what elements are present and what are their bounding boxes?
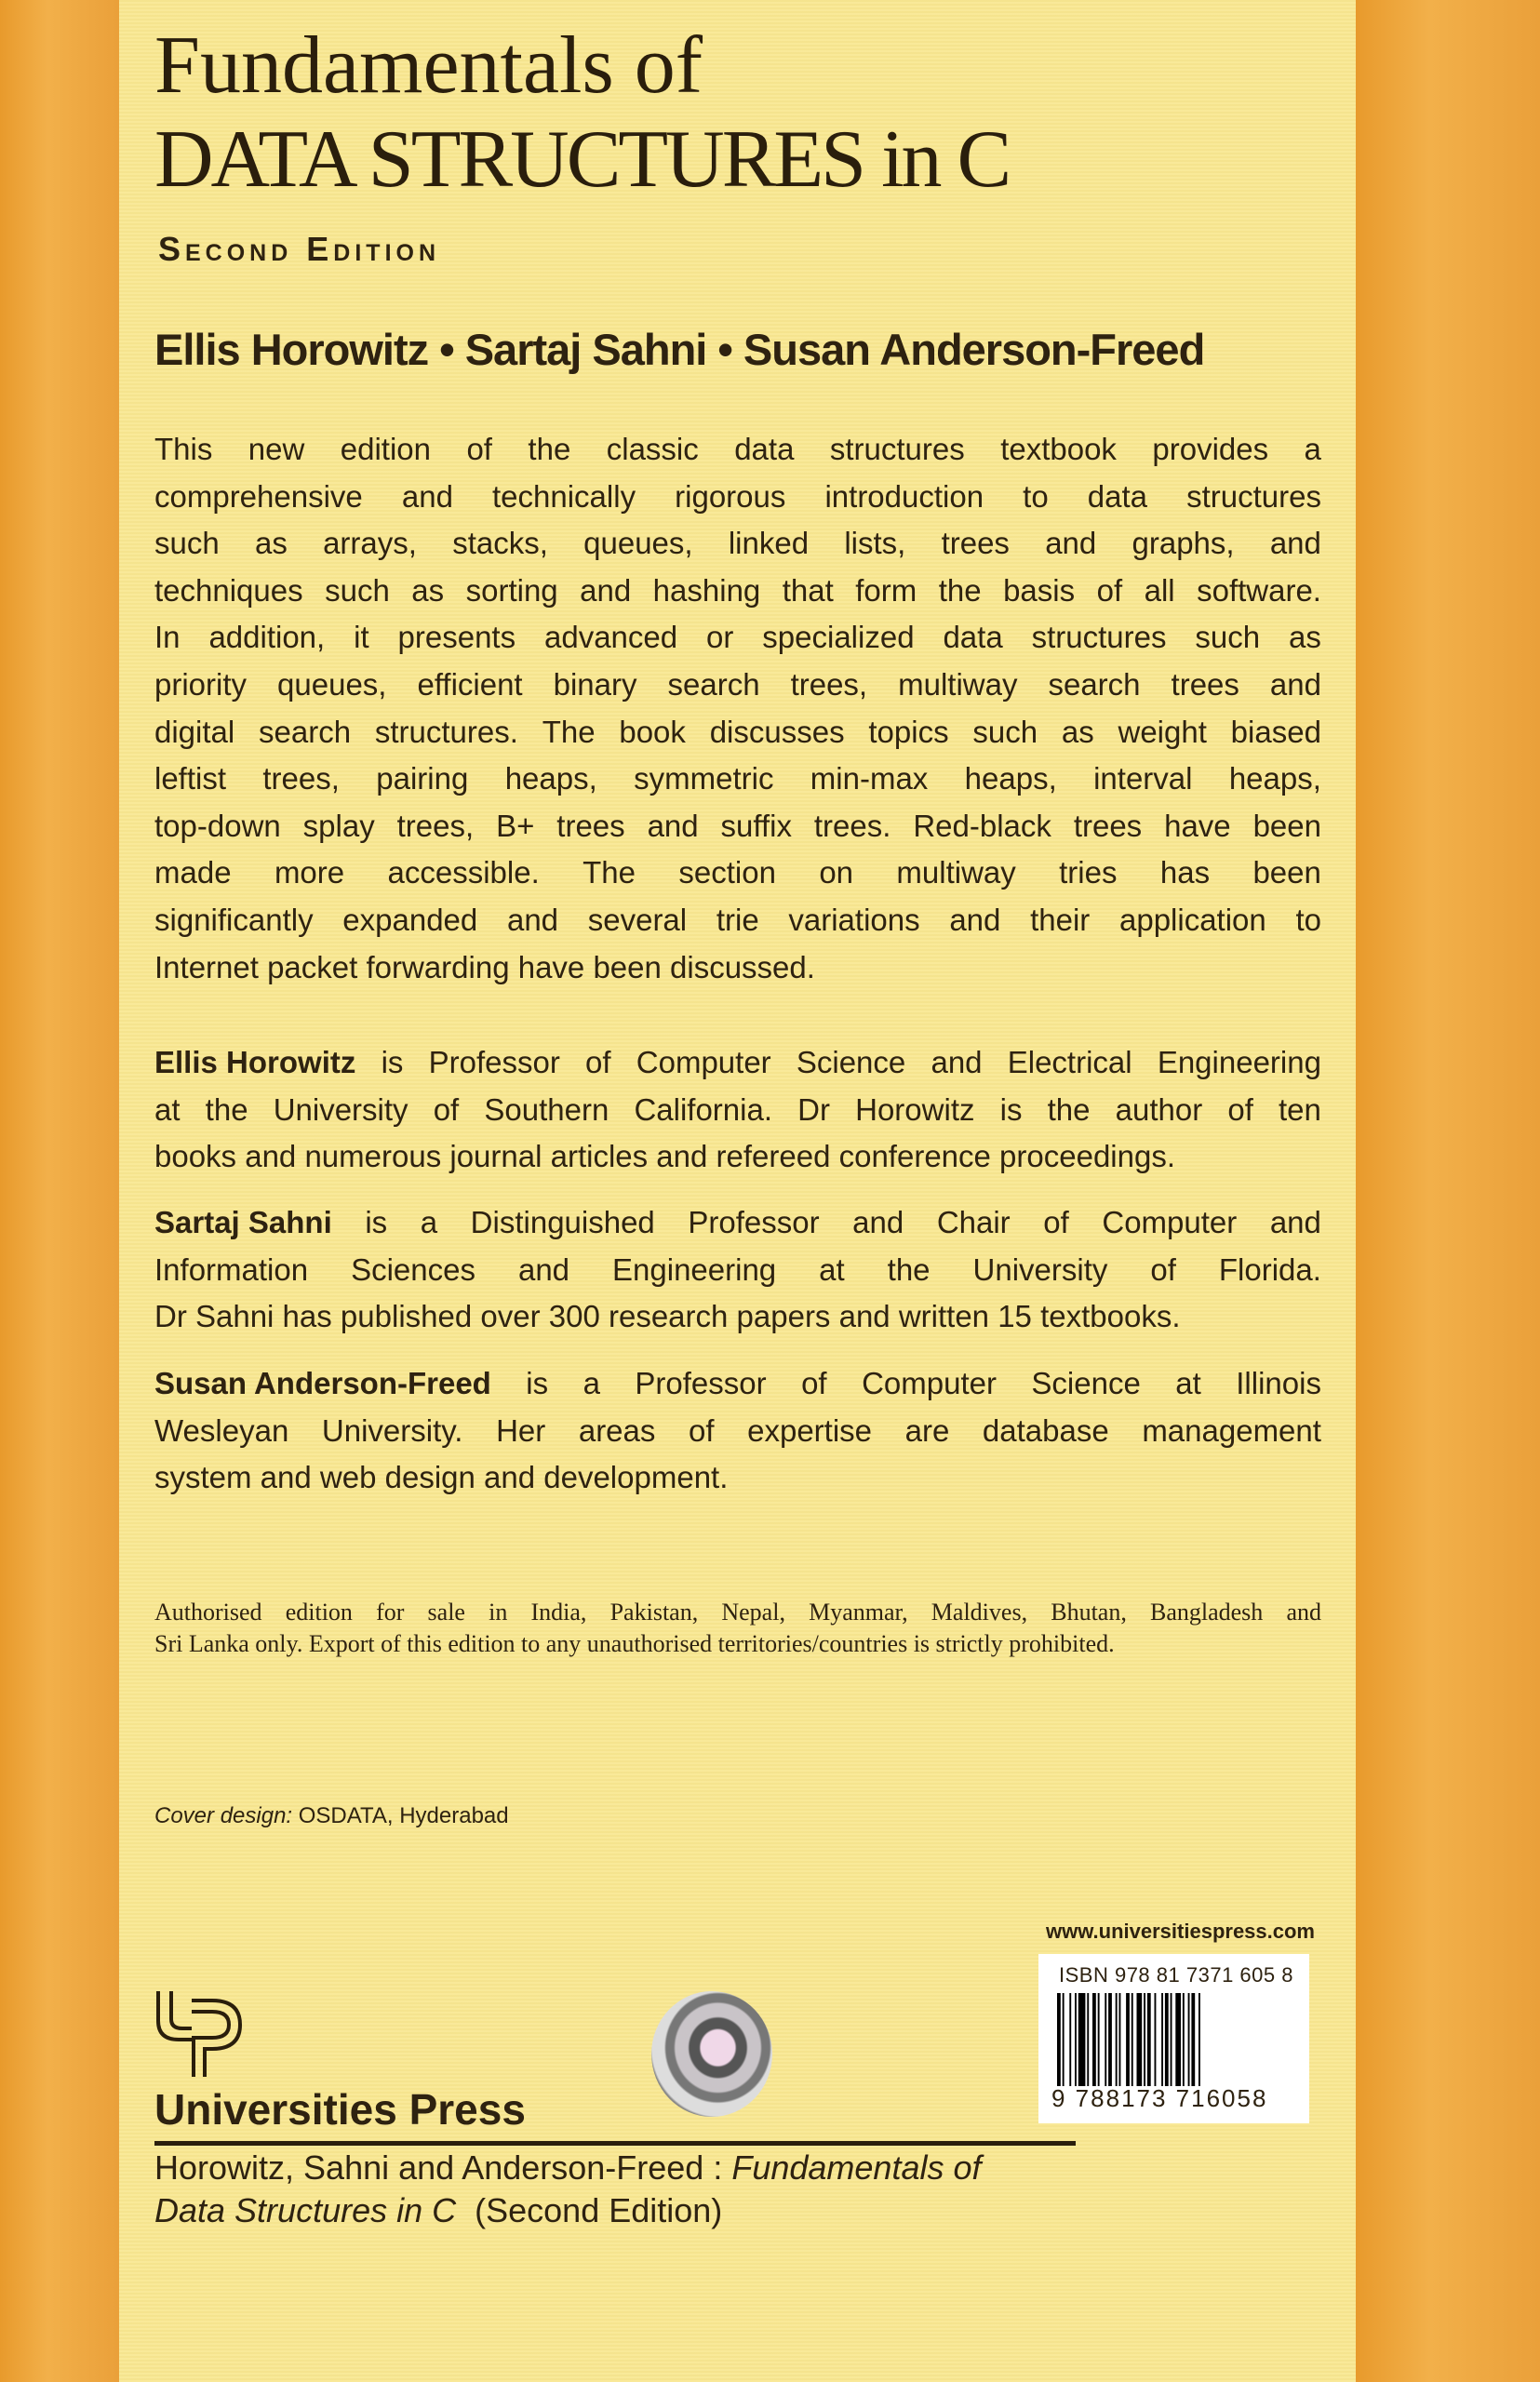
bio-anderson-freed: [154, 1360, 1321, 1502]
text-line: [154, 756, 1321, 803]
word: or: [706, 620, 734, 655]
word: the: [938, 572, 982, 608]
word: is: [365, 1205, 388, 1239]
word: Dr: [797, 1091, 830, 1127]
word: heaps,: [504, 761, 597, 796]
word: author: [1115, 1091, 1203, 1127]
word: as: [1289, 620, 1321, 655]
word: structures.: [374, 714, 518, 749]
word: the: [887, 1251, 931, 1287]
word: heaps,: [964, 761, 1057, 796]
word: application: [1118, 902, 1266, 937]
sale-notice: [154, 1597, 1321, 1660]
word: and: [401, 478, 453, 514]
title-line-2: DATA STRUCTURES in C: [154, 114, 1010, 205]
cover-design-label: Cover design:: [154, 1803, 293, 1828]
barcode-bar: [1116, 1993, 1118, 2086]
barcode-bar: [1191, 1993, 1195, 2086]
word: of: [1096, 572, 1123, 608]
right-border: [1356, 0, 1540, 2382]
bio-horowitz: [154, 1039, 1321, 1181]
word: structures: [1186, 478, 1321, 514]
barcode-bar: [1075, 1993, 1077, 2086]
author-name: Susan Anderson-Freed: [154, 1366, 491, 1400]
word: and: [1045, 526, 1097, 561]
word: of: [801, 1366, 827, 1400]
title-line-1: Fundamentals of: [154, 20, 703, 111]
word: This: [154, 432, 213, 466]
text-line: [154, 803, 1321, 850]
word: splay: [302, 808, 375, 843]
author-name: Sartaj Sahni: [154, 1205, 332, 1239]
barcode-bar: [1063, 1993, 1065, 2086]
barcode-bar: [1098, 1993, 1100, 2086]
word: Professor: [635, 1366, 767, 1400]
barcode-bar: [1126, 1993, 1130, 2086]
word: such: [1195, 620, 1261, 655]
isbn-barcode: [1038, 1954, 1309, 2123]
word: as: [254, 526, 288, 561]
word: of: [1227, 1091, 1253, 1127]
text-line: [154, 474, 1321, 521]
word: trees.: [813, 808, 891, 843]
word: at: [1175, 1366, 1201, 1400]
word: lists,: [844, 526, 906, 561]
word: The: [542, 714, 596, 749]
word: trees: [1171, 666, 1239, 702]
word: expanded: [342, 902, 478, 937]
word: introduction: [824, 478, 984, 514]
word: trees,: [396, 808, 475, 843]
word: Electrical: [1007, 1045, 1132, 1079]
word: Horowitz: [855, 1091, 975, 1127]
text-line: [154, 1039, 1321, 1087]
word: is: [381, 1045, 404, 1079]
barcode-bar: [1165, 1993, 1169, 2086]
publisher-name: Universities Press: [154, 2085, 526, 2134]
word: Chair: [936, 1205, 1011, 1239]
word: Science: [796, 1045, 906, 1079]
barcode-bar: [1175, 1993, 1181, 2086]
word: multiway: [898, 666, 1018, 702]
word: priority: [154, 666, 248, 702]
word: section: [678, 855, 776, 890]
word: specialized: [762, 620, 915, 655]
word: addition,: [208, 620, 326, 655]
text-line: [154, 1087, 1321, 1134]
description: [154, 426, 1321, 991]
word: queues,: [583, 526, 693, 561]
word: book: [619, 714, 686, 749]
barcode-icon: [1057, 1993, 1290, 2086]
word: digital: [154, 714, 235, 749]
barcode-bar: [1057, 1993, 1061, 2086]
text-line: [154, 850, 1321, 897]
word: comprehensive: [154, 478, 363, 514]
bio-sahni: [154, 1199, 1321, 1341]
word: data: [1087, 478, 1147, 514]
word: that: [782, 572, 834, 608]
word: have: [1164, 808, 1231, 843]
word: technically: [492, 478, 636, 514]
word: as: [1061, 714, 1094, 749]
word: to: [1295, 902, 1321, 937]
word: data: [734, 432, 795, 466]
word: management: [1142, 1412, 1321, 1448]
word: leftist: [154, 761, 227, 796]
word: accessible.: [387, 855, 540, 890]
word: been: [1252, 808, 1321, 843]
word: new: [248, 432, 305, 466]
edition: Second Edition: [158, 230, 441, 268]
word: trees,: [262, 761, 340, 796]
word: University.: [321, 1412, 463, 1448]
word: Computer: [636, 1045, 771, 1079]
word: search: [1048, 666, 1141, 702]
word: of: [689, 1412, 715, 1448]
word: stacks,: [452, 526, 548, 561]
word: and: [647, 808, 699, 843]
word: it: [354, 620, 369, 655]
line-text: Dr Sahni has published over 300 research papers and written 15 textbooks.: [154, 1299, 1181, 1334]
word: Professor: [428, 1045, 560, 1079]
word: on: [819, 855, 854, 890]
text-line: [154, 1247, 1321, 1294]
word: and: [1269, 1205, 1321, 1239]
word: is: [999, 1091, 1023, 1127]
word: all: [1144, 572, 1175, 608]
word: arrays,: [323, 526, 417, 561]
word: Professor: [688, 1205, 820, 1239]
text-line: [154, 1133, 1321, 1181]
line-text: Internet packet forwarding have been discussed.: [154, 949, 815, 984]
word: Her: [496, 1412, 546, 1448]
word: Science: [1031, 1366, 1141, 1400]
word: University: [972, 1251, 1108, 1287]
barcode-bar: [1188, 1993, 1190, 2086]
text-line: [154, 1454, 1321, 1502]
footer-edition: (Second Edition): [456, 2191, 723, 2229]
word: the: [205, 1091, 248, 1127]
word: trie: [716, 902, 759, 937]
word: as: [411, 572, 445, 608]
word: and: [506, 902, 559, 937]
word: more: [274, 855, 345, 890]
word: ten: [1279, 1091, 1321, 1127]
word: weight: [1118, 714, 1207, 749]
word: Sciences: [351, 1251, 475, 1287]
word: heaps,: [1228, 761, 1321, 796]
word: trees: [556, 808, 625, 843]
word: variations: [788, 902, 920, 937]
word: such: [154, 526, 220, 561]
word: edition: [340, 432, 432, 466]
footer-title-1: Fundamentals of: [731, 2148, 982, 2187]
word: binary: [553, 666, 637, 702]
word: Engineering: [612, 1251, 777, 1287]
hologram-seal-icon: [651, 1991, 772, 2117]
word: graphs,: [1132, 526, 1235, 561]
word: basis: [1003, 572, 1076, 608]
website: www.universitiespress.com: [1046, 1920, 1315, 1943]
word: topics: [868, 714, 949, 749]
barcode-bar: [1108, 1993, 1112, 2086]
word: trees,: [790, 666, 868, 702]
word: and: [1269, 666, 1321, 702]
word: and: [580, 572, 632, 608]
isbn-text: ISBN 978 81 7371 605 8: [1059, 1963, 1293, 1987]
word: classic: [606, 432, 699, 466]
word: advanced: [544, 620, 678, 655]
barcode-bar: [1087, 1993, 1089, 2086]
word: of: [585, 1045, 611, 1079]
word: symmetric: [634, 761, 774, 796]
word: a: [1304, 432, 1321, 466]
word: software.: [1197, 572, 1321, 608]
word: structures: [829, 432, 965, 466]
text-line: [154, 614, 1321, 662]
barcode-bar: [1069, 1993, 1071, 2086]
sale-notice-line: Authorised edition for sale in India, Pakistan, Nepal, Myanmar, Maldives, Bhutan, Bangladesh and: [154, 1599, 1321, 1626]
word: of: [433, 1091, 460, 1127]
text-line: [154, 662, 1321, 709]
word: structures: [1031, 620, 1167, 655]
text-line: [154, 568, 1321, 615]
word: made: [154, 855, 232, 890]
word: discusses: [709, 714, 845, 749]
word: is: [526, 1366, 549, 1400]
text-line: [154, 709, 1321, 756]
word: and: [517, 1251, 570, 1287]
word: Engineering: [1157, 1045, 1321, 1079]
word: Florida.: [1218, 1251, 1321, 1287]
word: Red-black: [913, 808, 1051, 843]
text-line: [154, 426, 1321, 474]
word: search: [259, 714, 352, 749]
word: areas: [578, 1412, 656, 1448]
up-logo-icon: [154, 1987, 248, 2079]
word: are: [904, 1412, 950, 1448]
line-text: books and numerous journal articles and refereed conference proceedings.: [154, 1139, 1176, 1174]
word: Distinguished: [470, 1205, 655, 1239]
barcode-bar: [1144, 1993, 1145, 2086]
word: Computer: [862, 1366, 997, 1400]
word: linked: [728, 526, 810, 561]
word: such: [325, 572, 390, 608]
word: rigorous: [675, 478, 786, 514]
word: multiway: [896, 855, 1016, 890]
cover-design-credit: [154, 1803, 509, 1829]
text-line: [154, 1360, 1321, 1408]
barcode-digits: 9 788173 716058: [1051, 2084, 1268, 2112]
text-line: [154, 1293, 1321, 1341]
word: been: [1252, 855, 1321, 890]
word: provides: [1152, 432, 1269, 466]
word: has: [1159, 855, 1211, 890]
word: top-down: [154, 808, 281, 843]
left-border: [0, 0, 119, 2382]
word: textbook: [1000, 432, 1117, 466]
word: at: [819, 1251, 845, 1287]
barcode-bar: [1119, 1993, 1121, 2086]
word: Wesleyan: [154, 1412, 289, 1448]
text-line: [154, 520, 1321, 568]
word: and: [852, 1205, 904, 1239]
word: and: [1269, 526, 1321, 561]
word: sorting: [465, 572, 558, 608]
word: The: [583, 855, 636, 890]
barcode-bar: [1161, 1993, 1163, 2086]
word: California.: [634, 1091, 773, 1127]
barcode-bar: [1171, 1993, 1172, 2086]
word: of: [1043, 1205, 1069, 1239]
sale-notice-line: Sri Lanka only. Export of this edition to any unauthorised territories/countries is strictly prohibited.: [154, 1630, 1115, 1657]
word: trees: [941, 526, 1010, 561]
word: such: [972, 714, 1038, 749]
footer-authors: Horowitz, Sahni and Anderson-Freed :: [154, 2148, 732, 2187]
author-name: Ellis Horowitz: [154, 1045, 356, 1079]
text-line: [154, 1408, 1321, 1455]
word: data: [943, 620, 1003, 655]
barcode-bar: [1078, 1993, 1086, 2086]
word: efficient: [417, 666, 523, 702]
word: a: [583, 1366, 600, 1400]
word: trees: [1073, 808, 1143, 843]
word: the: [528, 432, 571, 466]
word: significantly: [154, 902, 314, 937]
word: suffix: [720, 808, 792, 843]
line-text: system and web design and development.: [154, 1460, 729, 1495]
word: search: [667, 666, 760, 702]
barcode-bar: [1092, 1993, 1096, 2086]
word: min-max: [810, 761, 929, 796]
word: Southern: [484, 1091, 609, 1127]
word: of: [466, 432, 492, 466]
authors: Ellis Horowitz • Sartaj Sahni • Susan Anderson-Freed: [154, 325, 1205, 374]
word: University: [273, 1091, 408, 1127]
word: interval: [1093, 761, 1193, 796]
barcode-bar: [1155, 1993, 1157, 2086]
word: queues,: [277, 666, 387, 702]
word: form: [855, 572, 917, 608]
word: Computer: [1102, 1205, 1238, 1239]
text-line: [154, 1199, 1321, 1247]
word: expertise: [747, 1412, 873, 1448]
cover-design-value: OSDATA, Hyderabad: [292, 1803, 509, 1828]
word: presents: [397, 620, 516, 655]
word: Illinois: [1236, 1366, 1321, 1400]
barcode-bar: [1183, 1993, 1185, 2086]
text-line: [154, 897, 1321, 944]
barcode-bar: [1132, 1993, 1133, 2086]
word: to: [1023, 478, 1049, 514]
word: and: [949, 902, 1001, 937]
word: In: [154, 620, 181, 655]
divider: [154, 2141, 1076, 2146]
word: pairing: [376, 761, 469, 796]
word: database: [982, 1412, 1109, 1448]
word: a: [420, 1205, 438, 1239]
word: at: [154, 1091, 181, 1127]
barcode-bar: [1147, 1993, 1151, 2086]
word: several: [587, 902, 688, 937]
footer-title-2: Data Structures in C: [154, 2191, 457, 2229]
word: B+: [496, 808, 535, 843]
word: and: [931, 1045, 983, 1079]
barcode-bar: [1199, 1993, 1200, 2086]
barcode-bar: [1105, 1993, 1106, 2086]
word: hashing: [652, 572, 761, 608]
barcode-bar: [1137, 1993, 1143, 2086]
word: their: [1030, 902, 1091, 937]
word: tries: [1059, 855, 1118, 890]
footer-citation: [154, 2147, 982, 2232]
word: the: [1047, 1091, 1091, 1127]
word: techniques: [154, 572, 303, 608]
word: Information: [154, 1251, 309, 1287]
text-line: [154, 944, 1321, 992]
word: biased: [1230, 714, 1321, 749]
word: of: [1150, 1251, 1176, 1287]
